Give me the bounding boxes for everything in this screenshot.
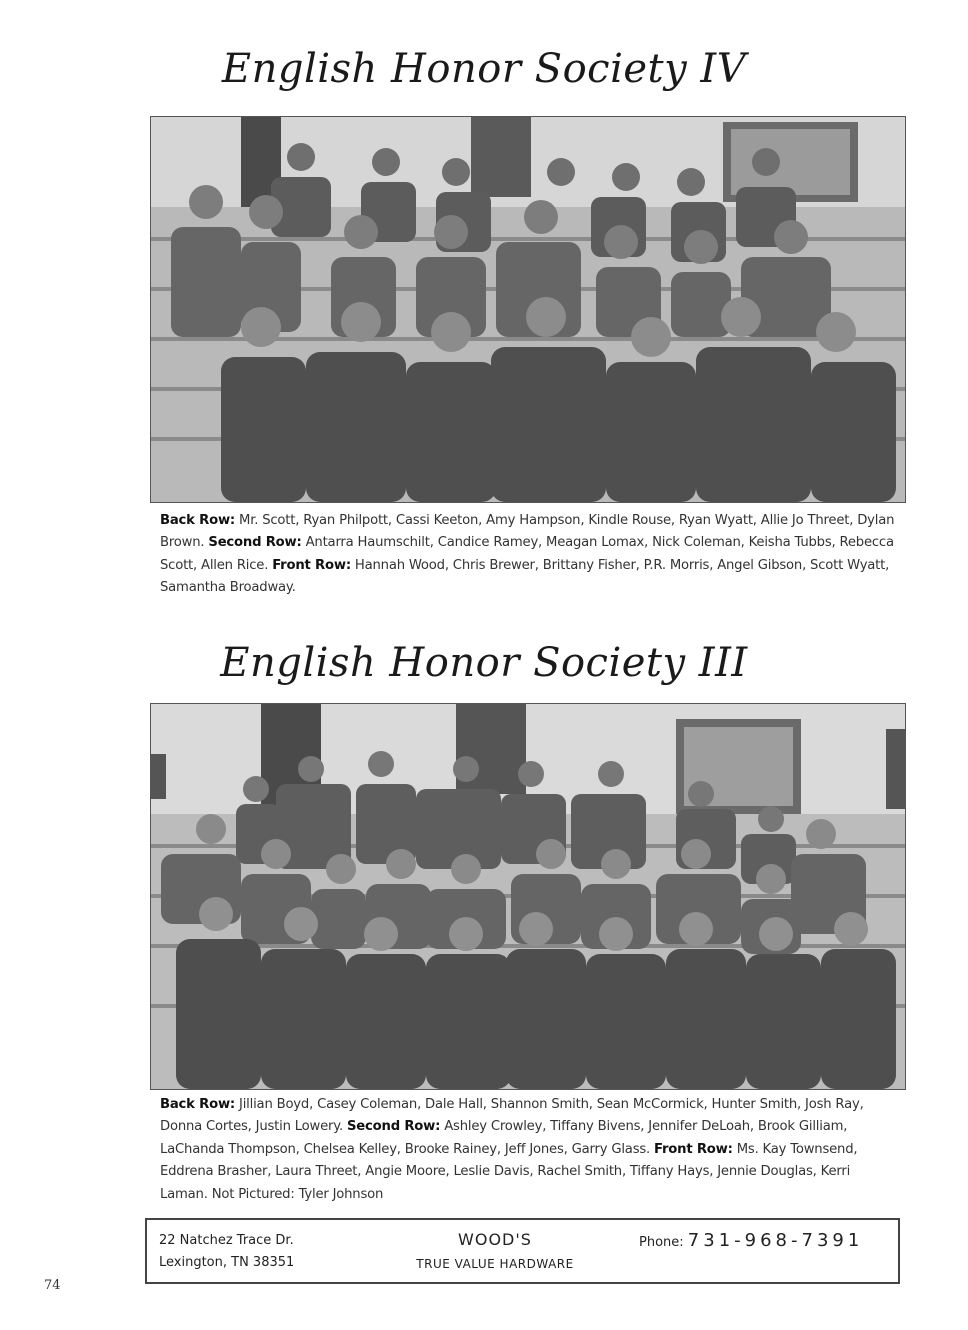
second-row-label: Second Row: (346, 1119, 441, 1135)
section-title-ehs-iii: English Honor Society III (220, 640, 748, 686)
store-subtitle: TRUE VALUE HARDWARE (416, 1257, 574, 1271)
front-row-names: Hannah Wood, Chris Brewer, Brittany Fisher, P.R. Morris, Angel Gibson, Scott Wyatt, Samantha Broadway. (160, 557, 890, 596)
back-row-names: Mr. Scott, Ryan Philpott, Cassi Keeton, Amy Hampson, Kindle Rouse, Ryan Wyatt, Allie Jo Threet, Dylan Brown. (160, 513, 895, 551)
group-photo-ehs-iii (150, 703, 906, 1090)
section-title-ehs-iv: English Honor Society IV (221, 46, 747, 92)
second-row-label: Second Row: (208, 535, 302, 551)
front-row-label: Front Row: (654, 1141, 733, 1157)
front-row-label: Front Row: (272, 557, 351, 573)
group-photo-ehs-iv (150, 116, 906, 503)
sponsor-ad-box (145, 1218, 900, 1284)
back-row-label: Back Row: (160, 513, 236, 528)
photo-caption-ehs-iii (160, 1094, 896, 1206)
address-line-1: 22 Natchez Trace Dr. (159, 1233, 294, 1248)
phone-number: 731-968-7391 (687, 1230, 864, 1251)
not-pictured-label: Not Pictured: (211, 1186, 295, 1202)
not-pictured-names: Tyler Johnson (298, 1186, 384, 1202)
front-row-names: Ms. Kay Townsend, Eddrena Brasher, Laura Threet, Angie Moore, Leslie Davis, Rachel Smith, Tiffany Hays, Jennie Douglas, Kerri Laman. (160, 1141, 858, 1202)
back-row-label: Back Row: (160, 1097, 236, 1112)
ad-store (395, 1228, 595, 1276)
photo-caption-ehs-iv (160, 510, 896, 600)
ad-address (159, 1230, 294, 1274)
photo-illustration (151, 704, 905, 1089)
second-row-names: Antarra Haumschilt, Candice Ramey, Meagan Lomax, Nick Coleman, Keisha Tubbs, Rebecca Scott, Allen Rice. (160, 535, 894, 573)
phone-label: Phone: (639, 1235, 684, 1250)
ad-phone (639, 1230, 863, 1251)
page-number: 74 (44, 1278, 61, 1293)
store-name: WOOD'S (458, 1230, 532, 1249)
address-line-2: Lexington, TN 38351 (159, 1255, 295, 1270)
second-row-names: Ashley Crowley, Tiffany Bivens, Jennifer DeLoah, Brook Gilliam, LaChanda Thompson, Chelsea Kelley, Brooke Rainey, Jeff Jones, Garry Glass. (160, 1119, 848, 1157)
back-row-names: Jillian Boyd, Casey Coleman, Dale Hall, Shannon Smith, Sean McCormick, Hunter Smith, Josh Ray, Donna Cortes, Justin Lowery. (160, 1097, 864, 1135)
photo-illustration (151, 117, 905, 502)
